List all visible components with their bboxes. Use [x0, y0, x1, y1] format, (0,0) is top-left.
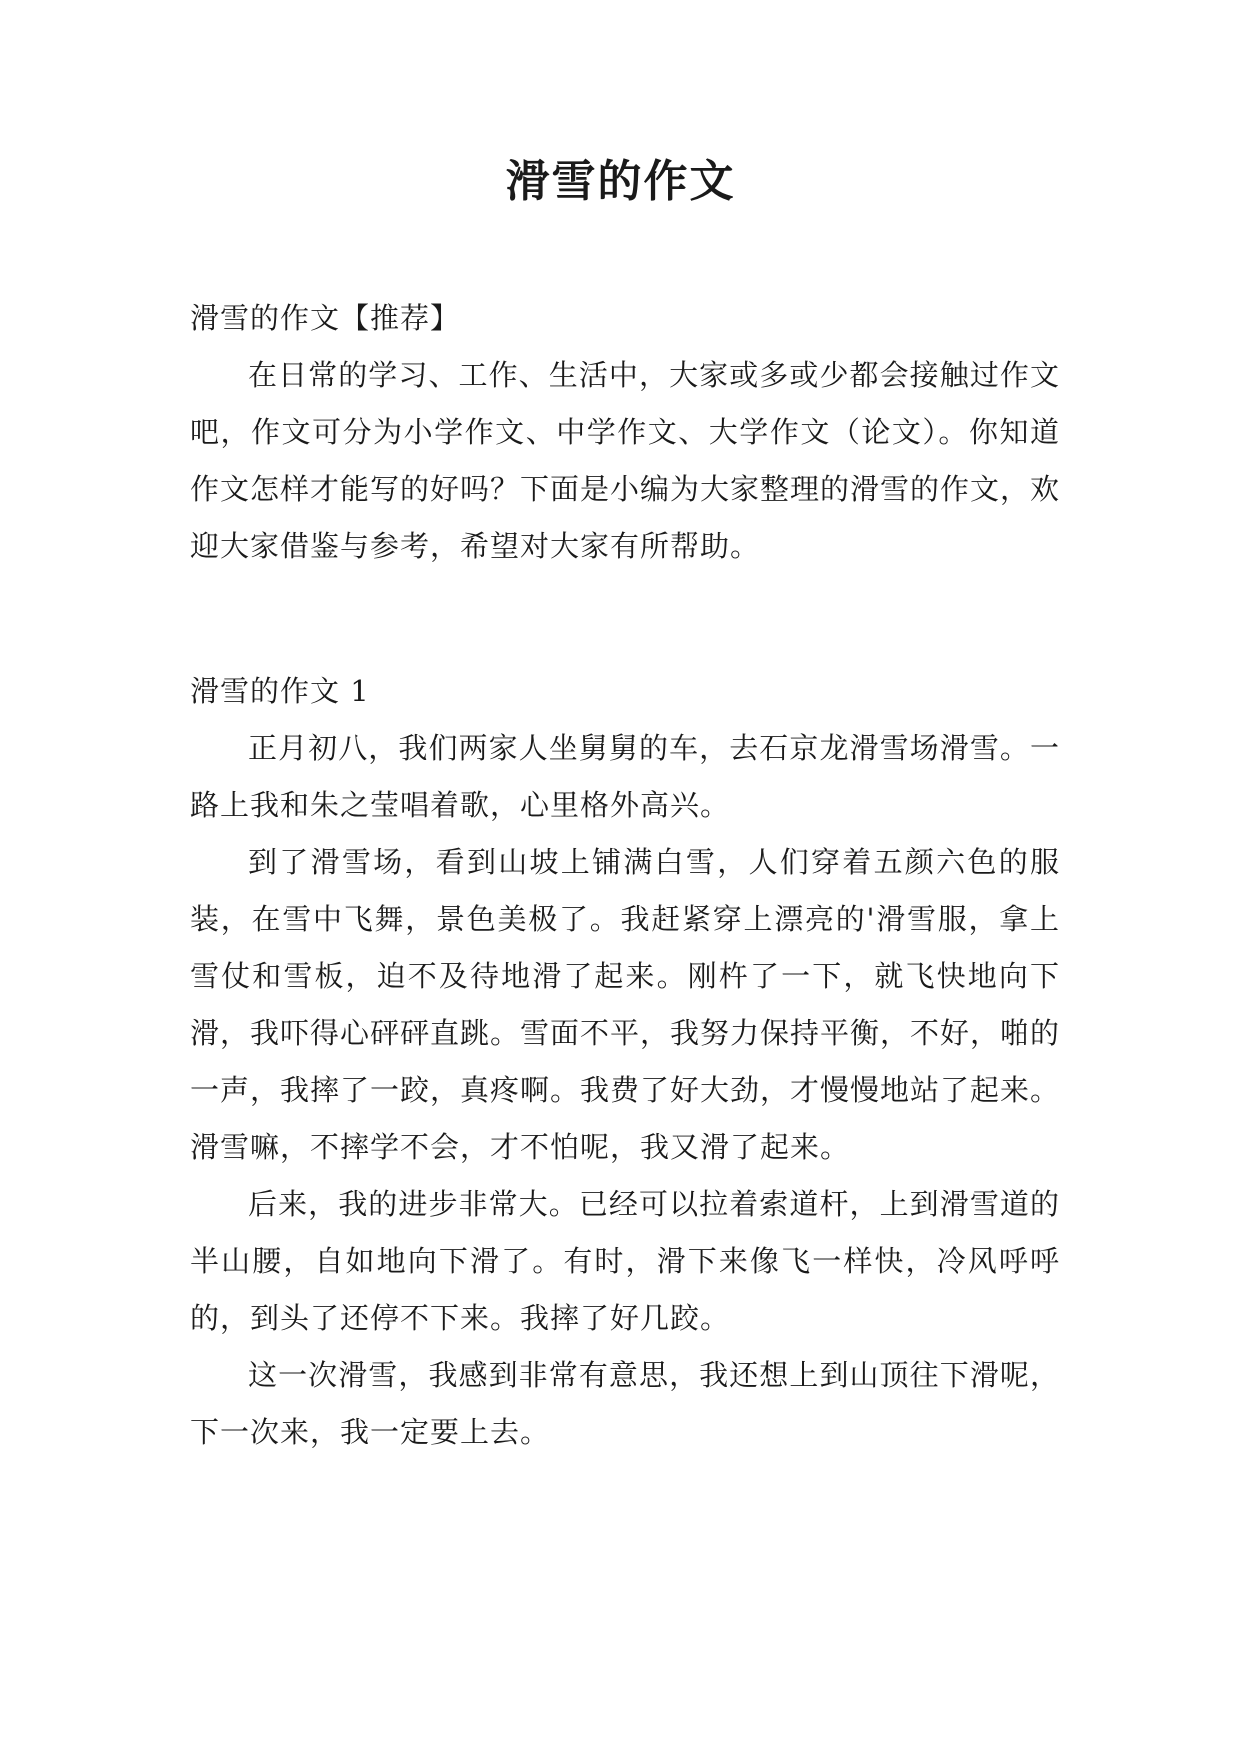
intro-paragraph: 在日常的学习、工作、生活中，大家或多或少都会接触过作文吧，作文可分为小学作文、中学作文、大学作文（论文）。你知道作文怎样才能写的好吗？下面是小编为大家整理的滑雪的作文，欢迎大家借鉴与参考，希望对大家有所帮助。 [190, 358, 1061, 563]
essay-paragraph-1: 正月初八，我们两家人坐舅舅的车，去石京龙滑雪场滑雪。一路上我和朱之莹唱着歌，心里格外高兴。 [190, 731, 1060, 822]
essay-paragraph-3: 后来，我的进步非常大。已经可以拉着索道杆，上到滑雪道的半山腰，自如地向下滑了。有时，滑下来像飞一样快，冷风呼呼的，到头了还停不下来。我摔了好几跤。 [190, 1187, 1060, 1335]
page-title: 滑雪的作文 [505, 156, 736, 207]
intro-heading: 滑雪的作文【推荐】 [190, 301, 461, 335]
essay-paragraph-4: 这一次滑雪，我感到非常有意思，我还想上到山顶往下滑呢，下一次来，我一定要上去。 [190, 1358, 1060, 1449]
essay-heading: 滑雪的作文 1 [190, 674, 370, 708]
essay-paragraph-2: 到了滑雪场，看到山坡上铺满白雪，人们穿着五颜六色的服装，在雪中飞舞，景色美极了。我赶紧穿上漂亮的'滑雪服，拿上雪仗和雪板，迫不及待地滑了起来。刚杵了一下，就飞快地向下滑，我吓得心砰砰直跳。雪面不平，我努力保持平衡，不好，啪的一声，我摔了一跤，真疼啊。我费了好大劲，才慢慢地站了起来。滑雪嘛，不摔学不会，才不怕呢，我又滑了起来。 [190, 845, 1061, 1164]
document-body [190, 290, 1060, 1461]
section-spacer [190, 575, 1060, 663]
